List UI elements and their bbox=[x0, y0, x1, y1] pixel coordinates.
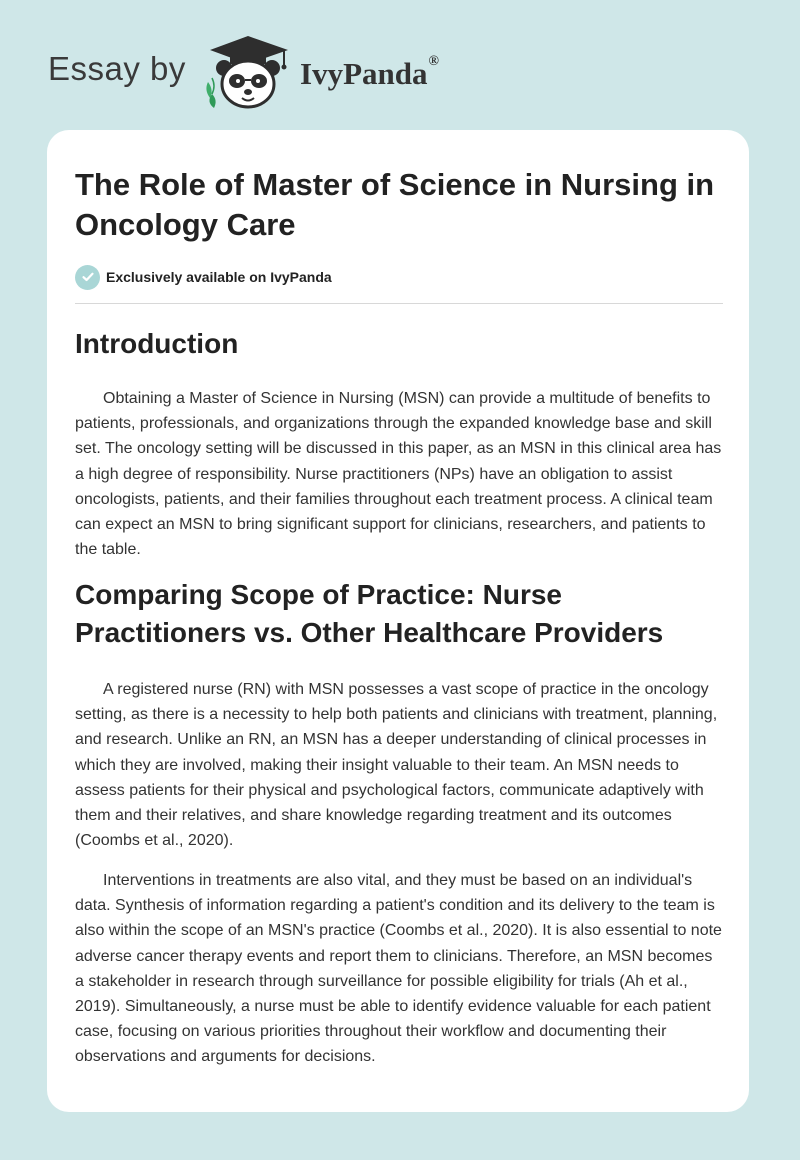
essay-title: The Role of Master of Science in Nursing in Oncology Care bbox=[75, 167, 715, 242]
site-header bbox=[0, 0, 800, 130]
ivypanda-logo-icon[interactable] bbox=[200, 34, 296, 110]
check-circle-icon bbox=[75, 265, 100, 290]
essay-card bbox=[47, 130, 749, 1112]
registered-mark: ® bbox=[428, 54, 439, 69]
exclusive-badge bbox=[75, 264, 332, 290]
paragraph: Obtaining a Master of Science in Nursing (MSN) can provide a multitude of benefits to patients, professionals, and organizations through the expanded knowledge base and skill set. The oncology setting will be discussed in this paper, as an MSN in this clinical area has a high degree of responsibility. Nurse practitioners (NPs) have an obligation to assist oncologists, patients, and their families throughout each treatment process. A clinical team can expect an MSN to bring significant support for clinicians, researchers, and patients to the table. bbox=[75, 390, 722, 559]
badge-label: Exclusively available on IvyPanda bbox=[106, 269, 332, 285]
divider bbox=[75, 303, 723, 304]
brand-name[interactable]: IvyPanda® bbox=[300, 54, 439, 91]
section-heading-scope-of-practice: Comparing Scope of Practice: Nurse Practitioners vs. Other Healthcare Providers bbox=[75, 579, 664, 648]
section-heading-introduction: Introduction bbox=[75, 328, 239, 359]
essay-by-label: Essay by bbox=[48, 50, 186, 87]
paragraph: A registered nurse (RN) with MSN possesses a vast scope of practice in the oncology setting, as there is a necessity to help both patients and clinicians with treatment, planning, and research. Unlike an RN, an MSN has a deeper understanding of clinical processes in which they are involved, making their insight valuable to their team. An MSN needs to assess patients for their physical and psychological factors, communicate adaptively with them and their relatives, and share knowledge regarding treatment and its outcomes (Coombs et al., 2020). bbox=[75, 681, 718, 850]
paragraph: Interventions in treatments are also vital, and they must be based on an individual's data. Synthesis of information regarding a patient's condition and its delivery to the team is also within the scope of an MSN's practice (Coombs et al., 2020). It is also essential to note adverse cancer therapy events and report them to clinicians. Therefore, an MSN becomes a stakeholder in research through surveillance for possible eligibility for trials (Ah et al., 2019). Simultaneously, a nurse must be able to identify evidence valuable for each patient case, focusing on various priorities throughout their workflow and documenting their observations and arguments for decisions. bbox=[75, 872, 722, 1066]
